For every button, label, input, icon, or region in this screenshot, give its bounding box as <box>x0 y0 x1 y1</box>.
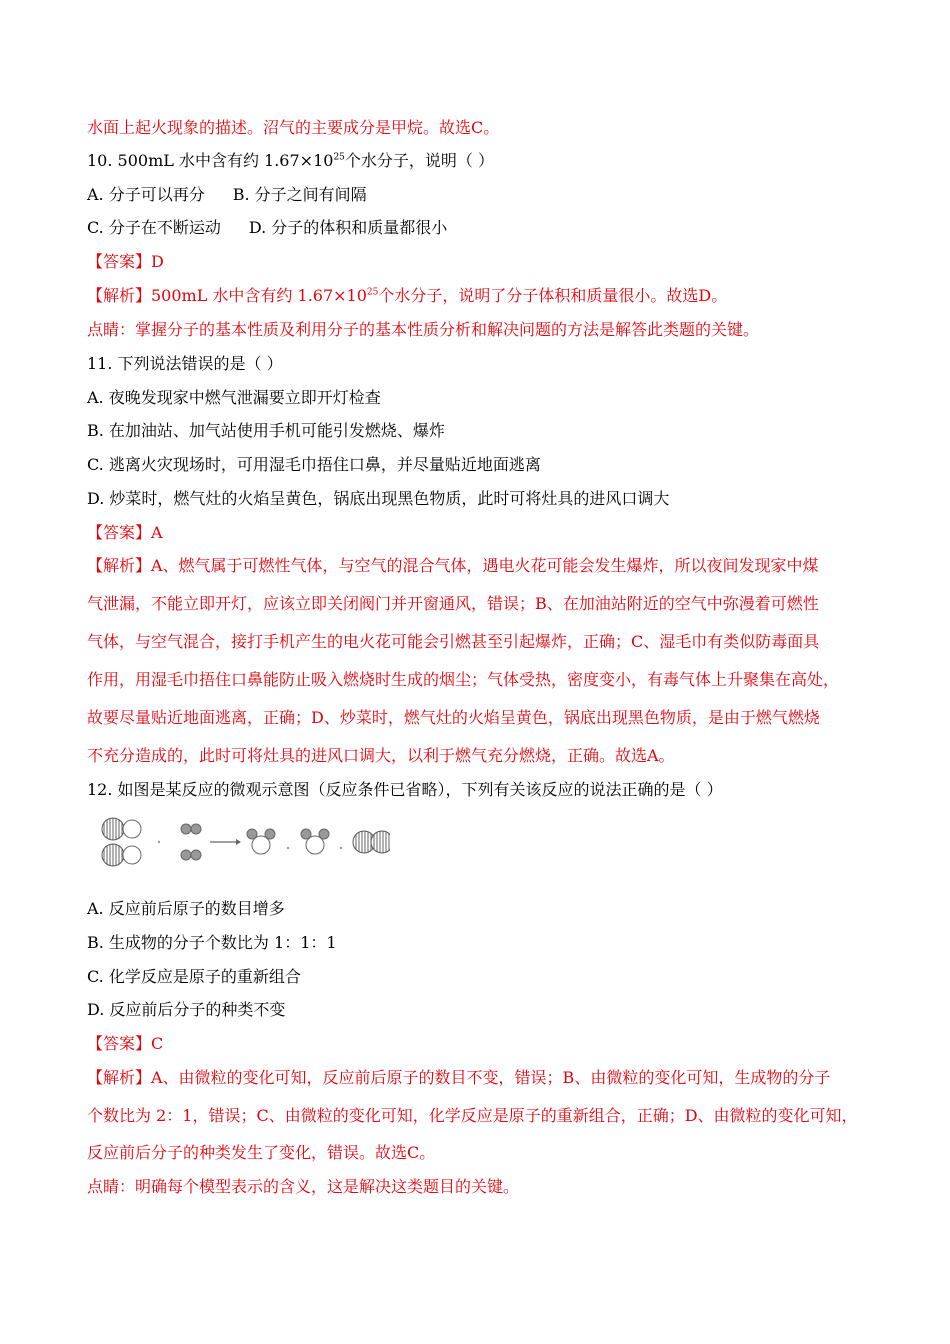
option-a: A. 分子可以再分 <box>87 185 205 204</box>
tip-10: 点睛：掌握分子的基本性质及利用分子的基本性质分析和解决问题的方法是解答此类题的关键。 <box>87 320 760 339</box>
explanation-10-text: 【解析】500mL 水中含有约 1.67×10 <box>87 286 367 305</box>
option-c: C. 分子在不断运动 <box>87 218 221 237</box>
reaction-diagram <box>100 812 390 870</box>
tip-12: 点睛：明确每个模型表示的含义，这是解决这类题目的关键。 <box>87 1177 520 1196</box>
question-11-option-a: A. 夜晚发现家中燃气泄漏要立即开灯检查 <box>87 388 381 407</box>
explanation-10-text-end: 个水分子，说明了分子体积和质量很小。故选D。 <box>378 286 728 305</box>
product-molecule <box>247 829 275 854</box>
option-b: B. 分子之间有间隔 <box>232 185 367 204</box>
explanation-11-line4: 作用，用湿毛巾捂住口鼻能防止吸入燃烧时生成的烟尘；气体受热，密度变小，有毒气体上升聚集在高处， <box>87 670 840 689</box>
explanation-line: 水面上起火现象的描述。沼气的主要成分是甲烷。故选C。 <box>87 118 500 137</box>
option-d: D. 分子的体积和质量都很小 <box>248 218 448 237</box>
question-12: 12. 如图是某反应的微观示意图（反应条件已省略），下列有关该反应的说法正确的是（ ） <box>87 780 723 799</box>
question-11-option-d: D. 炒菜时，燃气灶的火焰呈黄色，锅底出现黑色物质，此时可将灶具的进风口调大 <box>87 489 670 508</box>
question-12-option-c: C. 化学反应是原子的重新组合 <box>87 967 301 986</box>
explanation-11-line5: 故要尽量贴近地面逃离，正确；D、炒菜时，燃气灶的火焰呈黄色，锅底出现黑色物质，是由于燃气燃烧 <box>87 708 820 727</box>
reactant-molecule <box>181 850 201 860</box>
answer-12: 【答案】C <box>87 1034 164 1053</box>
explanation-11-line3: 气体，与空气混合，接打手机产生的电火花可能会引燃甚至引起爆炸，正确；C、湿毛巾有类似防毒面具 <box>87 632 820 651</box>
question-12-option-b: B. 生成物的分子个数比为 1：1：1 <box>87 933 337 952</box>
product-molecule <box>353 831 390 853</box>
question-10 <box>87 151 494 171</box>
question-10-text: 10. 500mL 水中含有约 1.67×10 <box>87 151 334 170</box>
explanation-11-line2: 气泄漏，不能立即开灯，应该立即关闭阀门并开窗通风，错误；B、在加油站附近的空气中弥漫着可燃性 <box>87 594 819 613</box>
plus-sign <box>287 847 289 849</box>
reactant-molecule <box>181 824 201 834</box>
answer-10: 【答案】D <box>87 252 164 271</box>
explanation-12-line3: 反应前后分子的种类发生了变化，错误。故选C。 <box>87 1143 436 1162</box>
question-11: 11. 下列说法错误的是（ ） <box>87 354 283 373</box>
reactant-molecule <box>102 818 141 840</box>
question-12-option-a: A. 反应前后原子的数目增多 <box>87 899 285 918</box>
exponent: 25 <box>366 287 379 298</box>
answer-11: 【答案】A <box>87 523 163 542</box>
reactant-molecule <box>102 844 141 866</box>
explanation-11-line6: 不充分造成的，此时可将灶具的进风口调大，以利于燃气充分燃烧，正确。故选A。 <box>87 746 675 765</box>
question-10-options-ab <box>87 185 367 205</box>
explanation-12-line2: 个数比为 2：1，错误；C、由微粒的变化可知，化学反应是原子的重新组合，正确；D、由微粒的变化可知， <box>87 1106 858 1125</box>
product-molecule <box>301 829 329 854</box>
question-11-option-b: B. 在加油站、加气站使用手机可能引发燃烧、爆炸 <box>87 421 445 440</box>
explanation-12-line1: 【解析】A、由微粒的变化可知，反应前后原子的数目不变，错误；B、由微粒的变化可知，生成物的分子 <box>87 1068 831 1087</box>
explanation-11-line1: 【解析】A、燃气属于可燃性气体，与空气的混合气体，遇电火花可能会发生爆炸，所以夜间发现家中煤 <box>87 556 819 575</box>
question-11-option-c: C. 逃离火灾现场时，可用湿毛巾捂住口鼻，并尽量贴近地面逃离 <box>87 455 541 474</box>
question-10-options-cd <box>87 218 447 238</box>
question-10-text-end: 个水分子，说明（ ） <box>344 151 494 170</box>
plus-sign <box>340 847 342 849</box>
exponent: 25 <box>333 152 345 163</box>
explanation-10 <box>87 286 727 306</box>
question-12-option-d: D. 反应前后分子的种类不变 <box>87 1000 286 1019</box>
plus-sign <box>158 841 160 843</box>
reaction-arrow <box>210 839 241 845</box>
